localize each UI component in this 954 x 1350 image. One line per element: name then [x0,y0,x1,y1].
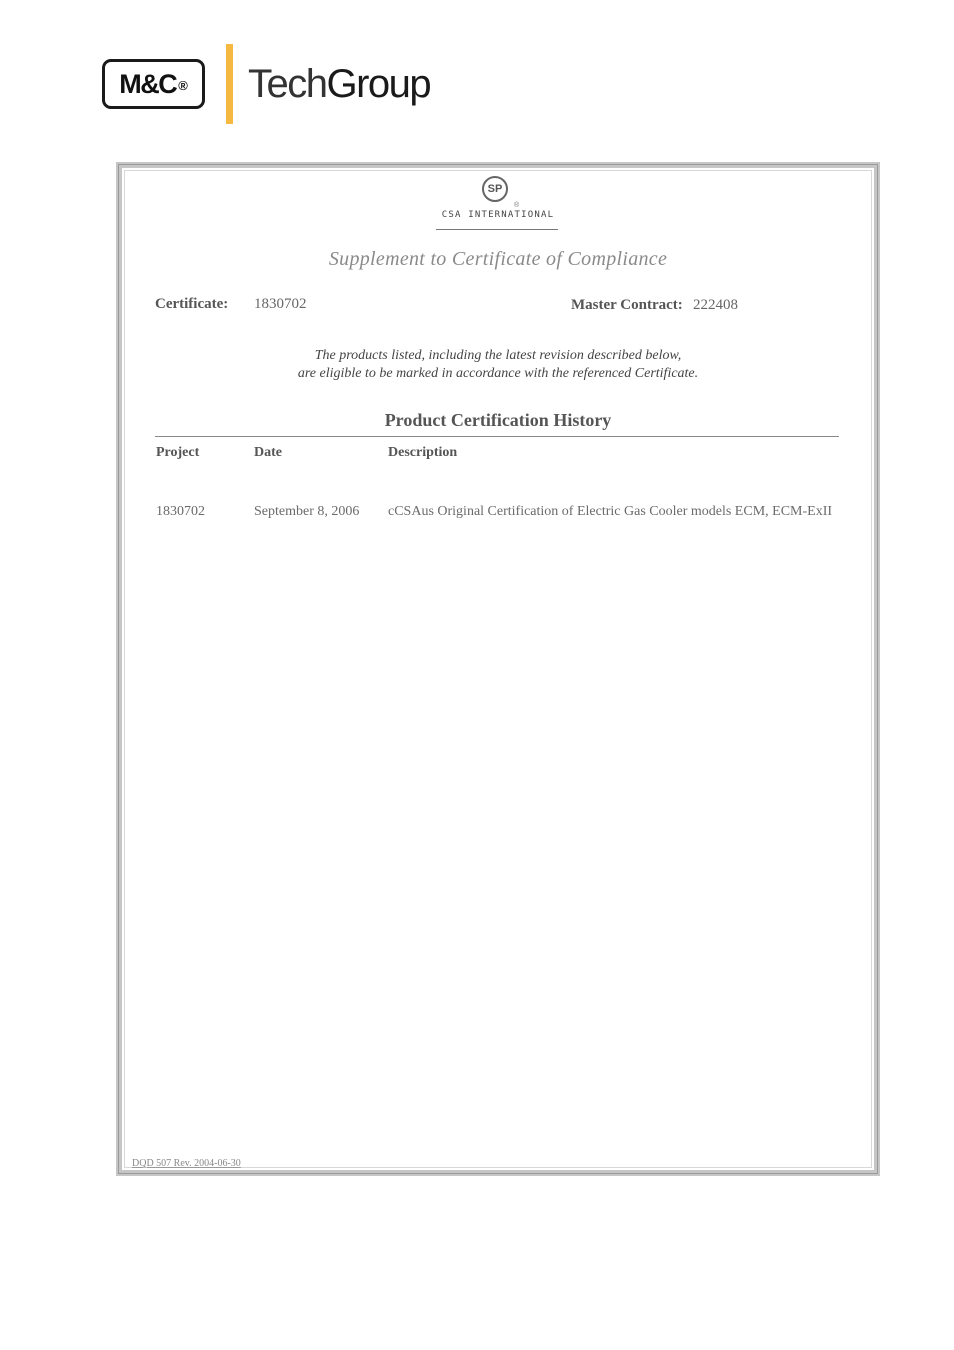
csa-registered-mark: ® [514,202,520,209]
registered-mark: ® [178,77,188,93]
notice-line-2: are eligible to be marked in accordance with the referenced Certificate. [297,366,699,381]
brand-light: Tech [248,62,327,106]
brand-bold: Group [326,62,431,106]
document-title: Supplement to Certificate of Compliance [328,248,668,270]
certificate-number: 1830702 [254,296,307,312]
row-project: 1830702 [156,504,205,519]
column-header-date: Date [254,445,282,460]
master-contract-number: 222408 [693,297,738,313]
mc-logo-text: M&C [119,68,177,99]
certificate-frame [116,162,880,1176]
certificate-label: Certificate: [155,296,229,312]
techgroup-logo [248,60,430,108]
csa-logo-icon: SP [482,176,508,202]
column-header-description: Description [388,445,458,460]
column-header-project: Project [156,445,200,460]
logo-divider-bar [226,44,233,124]
history-divider [155,436,839,437]
eligibility-notice [116,347,880,383]
row-date: September 8, 2006 [254,504,360,519]
row-description: cCSAus Original Certification of Electric Gas Cooler models ECM, ECM-ExII [388,504,833,519]
master-contract-label: Master Contract: [571,297,683,313]
mc-logo [102,59,205,109]
history-title: Product Certification History [384,410,612,430]
issuer-name: CSA INTERNATIONAL [441,210,555,220]
issuer-underline [436,229,558,230]
form-identifier: DQD 507 Rev. 2004-06-30 [132,1158,241,1169]
notice-line-1: The products listed, including the latest revision described below, [314,348,682,363]
